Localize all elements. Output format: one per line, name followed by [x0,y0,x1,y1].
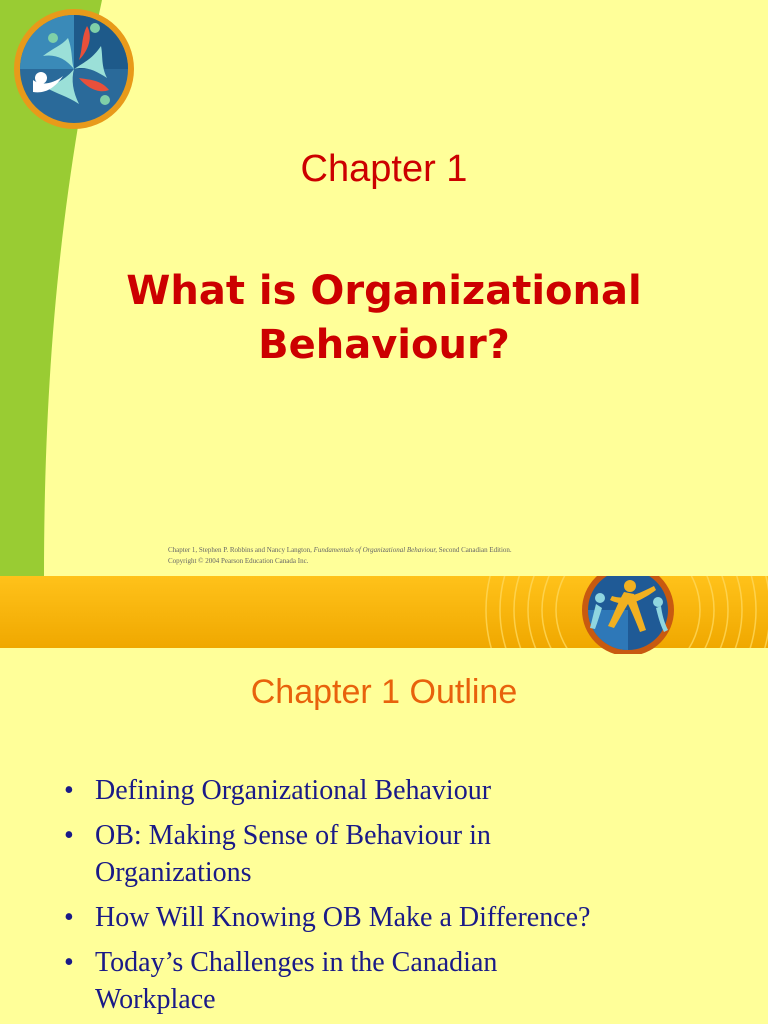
dancer-figures-circle-icon [568,576,690,654]
list-item [64,899,744,936]
slide-title-line-1: What is Organizational [126,268,642,314]
outline-slide [0,576,768,1024]
list-item-text-continued: Workplace [95,984,216,1015]
bullet-icon: • [64,947,74,978]
outline-list [64,772,744,1024]
citation-line-1 [168,545,512,556]
citation-prefix: Chapter 1, Stephen P. Robbins and Nancy Langton, [168,546,312,554]
bullet-icon: • [64,775,74,806]
chapter-label: Chapter 1 [300,148,468,190]
bullet-icon: • [64,902,74,933]
slide-title [0,264,768,372]
outline-title: Chapter 1 Outline [250,673,518,711]
list-item [64,944,744,1018]
dancers-circle-icon [13,8,135,130]
list-item-text: Today’s Challenges in the Canadian [95,947,498,978]
list-item-text: OB: Making Sense of Behaviour in [95,820,491,851]
slide-title-line-2: Behaviour? [258,322,510,368]
bullet-icon: • [64,820,74,851]
list-item [64,817,744,891]
citation-book-title: Fundamentals of Organizational Behaviour, [313,546,438,554]
citation-copyright: Copyright © 2004 Pearson Education Canada Inc. [168,557,309,565]
citation-edition: Second Canadian Edition. [438,546,512,554]
list-item [64,772,744,809]
list-item-text-continued: Organizations [95,857,252,888]
list-item-text: Defining Organizational Behaviour [95,775,492,806]
citation-footer [168,545,512,567]
list-item-text: How Will Knowing OB Make a Difference? [95,902,591,933]
